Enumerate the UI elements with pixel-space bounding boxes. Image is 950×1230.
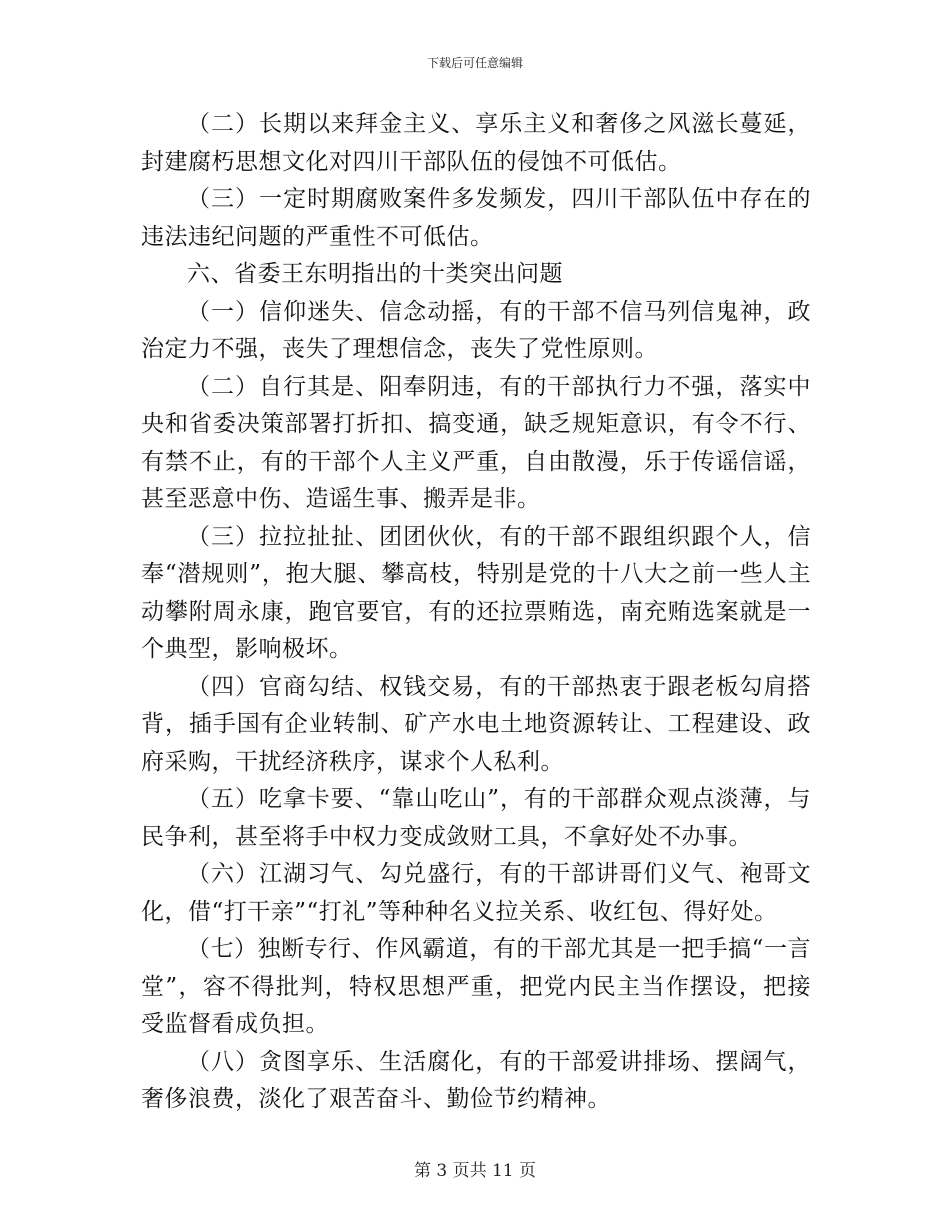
paragraph: （三）一定时期腐败案件多发频发，四川干部队伍中存在的违法违纪问题的严重性不可低估。 <box>141 186 811 250</box>
document-body <box>141 106 811 1119</box>
section-heading: 六、省委王东明指出的十类突出问题 <box>187 261 563 287</box>
paragraph: （二）长期以来拜金主义、享乐主义和奢侈之风滋长蔓延，封建腐朽思想文化对四川干部队伍的侵蚀不可低估。 <box>141 111 811 175</box>
paragraph: （七）独断专行、作风霸道，有的干部尤其是一把手搞“一言堂”，容不得批判，特权思想严重，把党内民主当作摆设，把接受监督看成负担。 <box>141 936 811 1037</box>
page-footer: 第 3 页共 11 页 <box>413 1161 537 1181</box>
paragraph: （二）自行其是、阳奉阴违，有的干部执行力不强，落实中央和省委决策部署打折扣、搞变通，缺乏规矩意识，有令不行、有禁不止，有的干部个人主义严重，自由散漫，乐于传谣信谣，甚至恶意中伤、造谣生事、搬弄是非。 <box>141 373 811 512</box>
paragraph: （八）贪图享乐、生活腐化，有的干部爱讲排场、摆阔气，奢侈浪费，淡化了艰苦奋斗、勤俭节约精神。 <box>141 1048 811 1112</box>
paragraph: （五）吃拿卡要、“靠山吃山”，有的干部群众观点淡薄，与民争利，甚至将手中权力变成敛财工具，不拿好处不办事。 <box>141 786 811 850</box>
paragraph: （三）拉拉扯扯、团团伙伙，有的干部不跟组织跟个人，信奉“潜规则”，抱大腿、攀高枝，特别是党的十八大之前一些人主动攀附周永康，跑官要官，有的还拉票贿选，南充贿选案就是一个典型，影响极坏。 <box>141 523 811 662</box>
paragraph: （一）信仰迷失、信念动摇，有的干部不信马列信鬼神，政治定力不强，丧失了理想信念，丧失了党性原则。 <box>141 298 811 362</box>
paragraph: （四）官商勾结、权钱交易，有的干部热衷于跟老板勾肩搭背，插手国有企业转制、矿产水电土地资源转让、工程建设、政府采购，干扰经济秩序，谋求个人私利。 <box>141 673 811 775</box>
page-header: 下载后可任意编辑 <box>426 56 523 70</box>
paragraph: （六）江湖习气、勾兑盛行，有的干部讲哥们义气、袍哥文化，借“打干亲”“打礼”等种种名义拉关系、收红包、得好处。 <box>141 861 811 925</box>
